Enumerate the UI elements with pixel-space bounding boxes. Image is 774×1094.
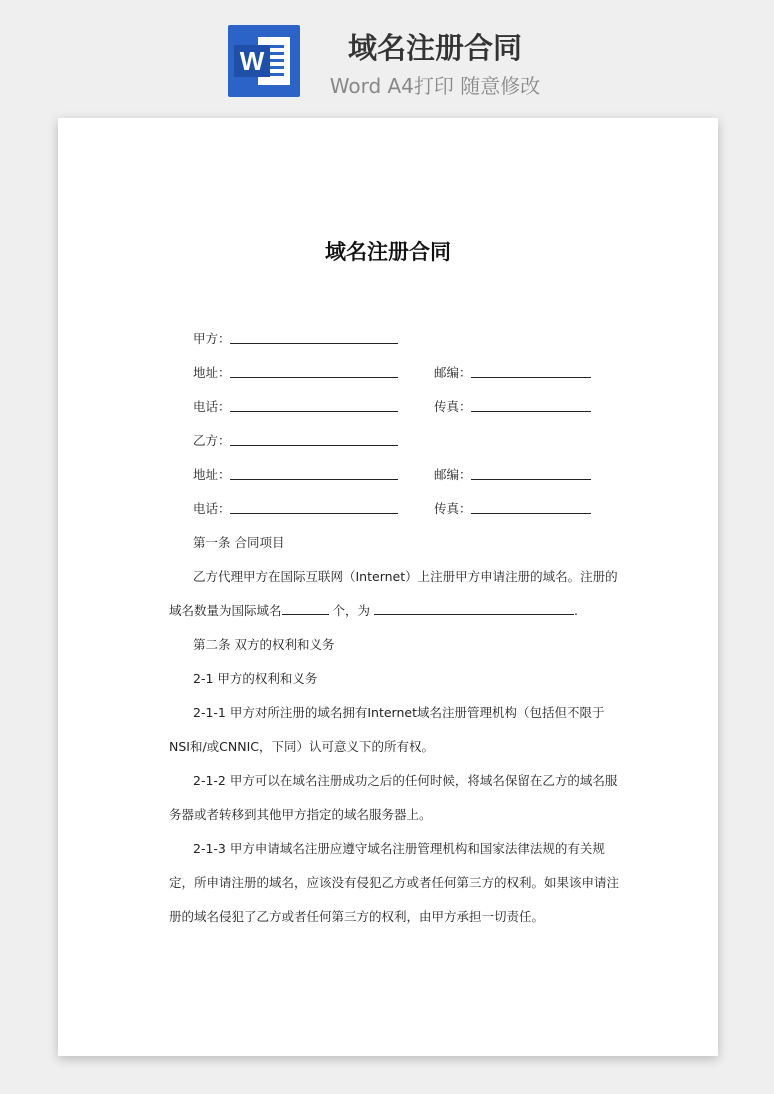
word-icon-letter: W (234, 45, 270, 77)
domain-for-text: 个，为 (332, 603, 371, 618)
phone-label: 电话： (193, 501, 231, 516)
clause-2-1-1-line-2: NSI和/或CNNIC，下同）认可意义下的所有权。 (169, 739, 435, 754)
clause-2-1-3-line-1: 2-1-3 甲方申请域名注册应遵守域名注册管理机构和国家法律法规的有关规 (193, 841, 605, 856)
party-a-blank[interactable] (230, 329, 398, 344)
period-text: . (574, 603, 578, 618)
domain-name-blank[interactable] (374, 602, 574, 615)
domain-count-blank[interactable] (282, 602, 329, 615)
article-1-para-line-2 (169, 601, 578, 619)
article-1-para-line-1: 乙方代理甲方在国际互联网（Internet）上注册甲方申请注册的域名。注册的 (193, 569, 618, 584)
clause-2-1-1-line-1: 2-1-1 甲方对所注册的域名拥有Internet域名注册管理机构（包括但不限于 (193, 705, 605, 720)
word-app-icon (228, 25, 300, 97)
header-title: 域名注册合同 (347, 31, 522, 65)
clause-2-1-2-line-1: 2-1-2 甲方可以在域名注册成功之后的任何时候，将域名保留在乙方的域名服 (193, 773, 618, 788)
postcode-label: 邮编： (434, 365, 472, 380)
document-page (58, 118, 718, 1056)
party-a-phone-blank[interactable] (230, 397, 398, 412)
party-b-blank[interactable] (230, 431, 398, 446)
fax-label: 传真： (434, 501, 472, 516)
party-a-fax-blank[interactable] (471, 397, 591, 412)
article-1-heading: 第一条 合同项目 (193, 535, 285, 550)
page-header (0, 0, 774, 110)
article-2-heading: 第二条 双方的权利和义务 (193, 637, 335, 652)
header-subtitle: Word A4打印 随意修改 (329, 74, 541, 98)
clause-2-1-2-line-2: 务器或者转移到其他甲方指定的域名服务器上。 (169, 807, 432, 822)
address-label: 地址： (193, 467, 231, 482)
party-b-fax-blank[interactable] (471, 499, 591, 514)
party-b-address-blank[interactable] (230, 465, 398, 480)
phone-label: 电话： (193, 399, 231, 414)
section-2-1-heading: 2-1 甲方的权利和义务 (193, 671, 318, 686)
party-b-postcode-blank[interactable] (471, 465, 591, 480)
fax-label: 传真： (434, 399, 472, 414)
address-label: 地址： (193, 365, 231, 380)
party-a-label: 甲方： (193, 331, 231, 346)
postcode-label: 邮编： (434, 467, 472, 482)
party-b-phone-blank[interactable] (230, 499, 398, 514)
document-title: 域名注册合同 (325, 240, 451, 264)
clause-2-1-3-line-2: 定，所申请注册的域名，应该没有侵犯乙方或者任何第三方的权利。如果该申请注 (169, 875, 620, 890)
party-a-address-blank[interactable] (230, 363, 398, 378)
party-a-postcode-blank[interactable] (471, 363, 591, 378)
clause-2-1-3-line-3: 册的域名侵犯了乙方或者任何第三方的权利，由甲方承担一切责任。 (169, 909, 545, 924)
party-b-label: 乙方： (193, 433, 231, 448)
domain-count-text: 域名数量为国际域名 (169, 603, 282, 618)
